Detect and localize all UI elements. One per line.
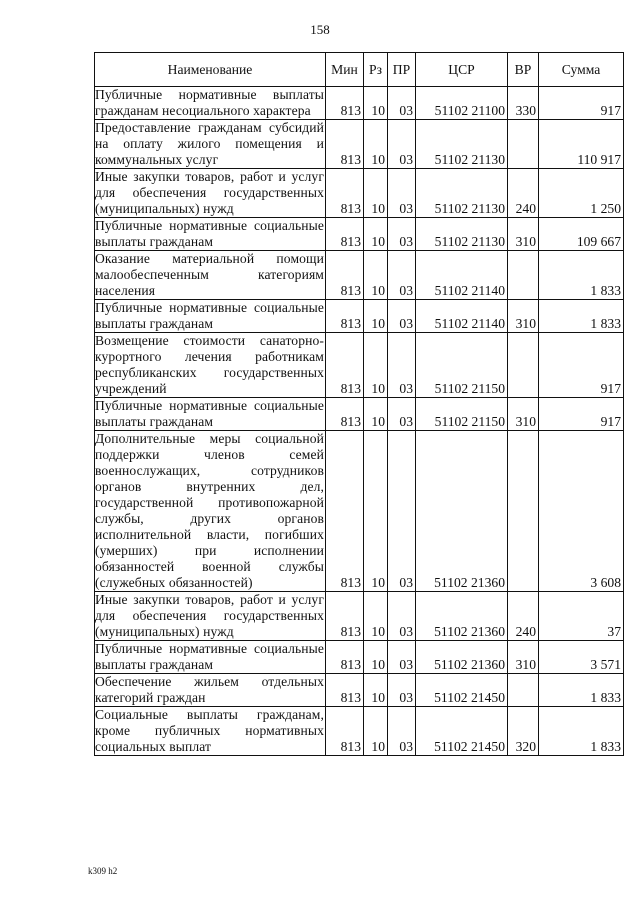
table-header-row bbox=[95, 53, 624, 87]
cell-sum: 3 571 bbox=[539, 641, 624, 674]
cell-name: Оказание материальной помощи малообеспеченным категориям населения bbox=[95, 251, 324, 298]
table-row bbox=[95, 674, 624, 707]
cell-vr bbox=[508, 120, 539, 169]
cell-sum: 1 833 bbox=[539, 251, 624, 300]
cell-vr bbox=[508, 674, 539, 707]
table-row bbox=[95, 218, 624, 251]
cell-pr: 03 bbox=[388, 120, 416, 169]
footer-code: k309 h2 bbox=[88, 866, 118, 876]
cell-csr: 51102 21140 bbox=[416, 300, 508, 333]
table-row bbox=[95, 251, 624, 300]
cell-csr: 51102 21130 bbox=[416, 169, 508, 218]
cell-sum: 1 833 bbox=[539, 300, 624, 333]
header-pr: ПР bbox=[388, 53, 416, 87]
cell-sum: 917 bbox=[539, 398, 624, 431]
cell-csr: 51102 21360 bbox=[416, 592, 508, 641]
cell-rz: 10 bbox=[364, 707, 388, 756]
cell-rz: 10 bbox=[364, 87, 388, 120]
cell-name: Предоставление гражданам субсидий на оплату жилого помещения и коммунальных услуг bbox=[95, 120, 324, 167]
header-rz: Рз bbox=[364, 53, 388, 87]
cell-name: Публичные нормативные социальные выплаты гражданам bbox=[95, 398, 324, 429]
cell-sum: 1 250 bbox=[539, 169, 624, 218]
cell-pr: 03 bbox=[388, 674, 416, 707]
cell-vr: 330 bbox=[508, 87, 539, 120]
cell-sum: 37 bbox=[539, 592, 624, 641]
cell-vr: 320 bbox=[508, 707, 539, 756]
cell-min: 813 bbox=[326, 251, 364, 300]
table-row bbox=[95, 120, 624, 169]
table-row bbox=[95, 87, 624, 120]
cell-csr: 51102 21150 bbox=[416, 333, 508, 398]
header-csr: ЦСР bbox=[416, 53, 508, 87]
table-body bbox=[95, 87, 624, 756]
cell-sum: 917 bbox=[539, 333, 624, 398]
cell-vr: 240 bbox=[508, 592, 539, 641]
cell-vr: 310 bbox=[508, 641, 539, 674]
cell-vr: 240 bbox=[508, 169, 539, 218]
cell-min: 813 bbox=[326, 431, 364, 592]
table-row bbox=[95, 333, 624, 398]
cell-min: 813 bbox=[326, 674, 364, 707]
budget-table bbox=[94, 52, 624, 756]
cell-csr: 51102 21100 bbox=[416, 87, 508, 120]
cell-csr: 51102 21360 bbox=[416, 431, 508, 592]
cell-name: Дополнительные меры социальной поддержки членов семей военнослужащих, сотрудников органов внутренних дел, государственной противопожарной службы, других органов исполнительной власти, погибших (умерших) при исполнении обязанностей военной службы (служебных обязанностей) bbox=[95, 431, 324, 590]
cell-min: 813 bbox=[326, 333, 364, 398]
cell-rz: 10 bbox=[364, 251, 388, 300]
cell-vr bbox=[508, 333, 539, 398]
cell-name: Публичные нормативные социальные выплаты гражданам bbox=[95, 641, 324, 672]
table-row bbox=[95, 300, 624, 333]
cell-sum: 3 608 bbox=[539, 431, 624, 592]
cell-csr: 51102 21130 bbox=[416, 120, 508, 169]
cell-sum: 917 bbox=[539, 87, 624, 120]
cell-name: Социальные выплаты гражданам, кроме публичных нормативных социальных выплат bbox=[95, 707, 324, 754]
cell-pr: 03 bbox=[388, 641, 416, 674]
cell-rz: 10 bbox=[364, 641, 388, 674]
cell-pr: 03 bbox=[388, 169, 416, 218]
cell-csr: 51102 21130 bbox=[416, 218, 508, 251]
cell-csr: 51102 21360 bbox=[416, 641, 508, 674]
cell-vr bbox=[508, 431, 539, 592]
cell-csr: 51102 21450 bbox=[416, 707, 508, 756]
cell-pr: 03 bbox=[388, 251, 416, 300]
header-name: Наименование bbox=[95, 53, 326, 87]
cell-vr: 310 bbox=[508, 300, 539, 333]
cell-vr bbox=[508, 251, 539, 300]
cell-sum: 1 833 bbox=[539, 674, 624, 707]
header-min: Мин bbox=[326, 53, 364, 87]
cell-vr: 310 bbox=[508, 218, 539, 251]
cell-rz: 10 bbox=[364, 218, 388, 251]
table-row bbox=[95, 431, 624, 592]
table-row bbox=[95, 707, 624, 756]
cell-name: Обеспечение жильем отдельных категорий граждан bbox=[95, 674, 324, 705]
table-row bbox=[95, 398, 624, 431]
table-row bbox=[95, 641, 624, 674]
table-row bbox=[95, 169, 624, 218]
cell-min: 813 bbox=[326, 87, 364, 120]
page-number: 158 bbox=[310, 22, 330, 37]
cell-csr: 51102 21450 bbox=[416, 674, 508, 707]
cell-name: Публичные нормативные выплаты гражданам несоциального характера bbox=[95, 87, 324, 118]
cell-rz: 10 bbox=[364, 592, 388, 641]
cell-rz: 10 bbox=[364, 333, 388, 398]
cell-name: Иные закупки товаров, работ и услуг для обеспечения государственных (муниципальных) нужд bbox=[95, 592, 324, 639]
table-row bbox=[95, 592, 624, 641]
cell-pr: 03 bbox=[388, 707, 416, 756]
cell-vr: 310 bbox=[508, 398, 539, 431]
cell-pr: 03 bbox=[388, 431, 416, 592]
cell-pr: 03 bbox=[388, 300, 416, 333]
cell-name: Публичные нормативные социальные выплаты гражданам bbox=[95, 218, 324, 249]
header-vr: ВР bbox=[508, 53, 539, 87]
cell-min: 813 bbox=[326, 218, 364, 251]
cell-name: Публичные нормативные социальные выплаты гражданам bbox=[95, 300, 324, 331]
cell-sum: 110 917 bbox=[539, 120, 624, 169]
cell-rz: 10 bbox=[364, 300, 388, 333]
cell-rz: 10 bbox=[364, 120, 388, 169]
cell-sum: 1 833 bbox=[539, 707, 624, 756]
cell-pr: 03 bbox=[388, 333, 416, 398]
cell-name: Возмещение стоимости санаторно-курортного лечения работникам республиканских государственных учреждений bbox=[95, 333, 324, 396]
cell-rz: 10 bbox=[364, 431, 388, 592]
cell-name: Иные закупки товаров, работ и услуг для обеспечения государственных (муниципальных) нужд bbox=[95, 169, 324, 216]
cell-csr: 51102 21150 bbox=[416, 398, 508, 431]
cell-sum: 109 667 bbox=[539, 218, 624, 251]
cell-pr: 03 bbox=[388, 87, 416, 120]
cell-csr: 51102 21140 bbox=[416, 251, 508, 300]
cell-rz: 10 bbox=[364, 169, 388, 218]
cell-min: 813 bbox=[326, 707, 364, 756]
cell-min: 813 bbox=[326, 300, 364, 333]
cell-min: 813 bbox=[326, 641, 364, 674]
cell-pr: 03 bbox=[388, 398, 416, 431]
header-sum: Сумма bbox=[539, 53, 624, 87]
cell-rz: 10 bbox=[364, 398, 388, 431]
cell-min: 813 bbox=[326, 592, 364, 641]
cell-min: 813 bbox=[326, 169, 364, 218]
cell-pr: 03 bbox=[388, 218, 416, 251]
cell-min: 813 bbox=[326, 120, 364, 169]
cell-rz: 10 bbox=[364, 674, 388, 707]
cell-min: 813 bbox=[326, 398, 364, 431]
cell-pr: 03 bbox=[388, 592, 416, 641]
